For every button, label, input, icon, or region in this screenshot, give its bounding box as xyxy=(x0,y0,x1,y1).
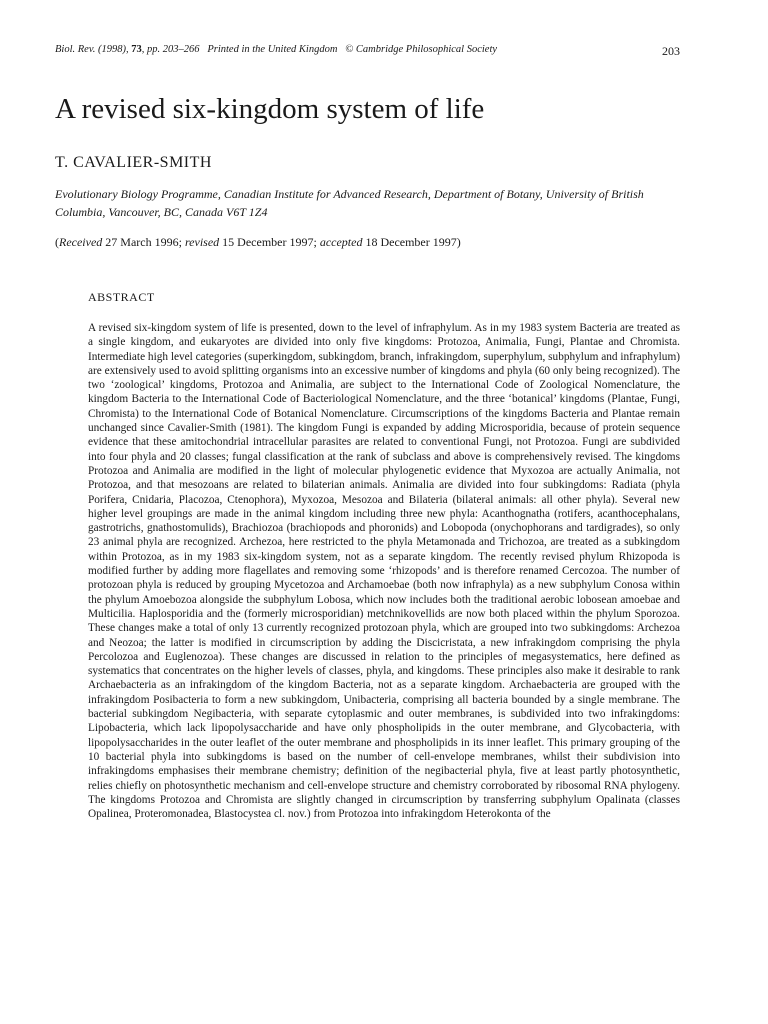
printed-note: Printed in the United Kingdom xyxy=(207,44,338,55)
journal-volume: 73 xyxy=(131,44,142,55)
author-affiliation: Evolutionary Biology Programme, Canadian Institute for Advanced Research, Department of Botany, University of British Columbia, Vancouver, BC, Canada V6T 1Z4 xyxy=(55,187,644,219)
received-date: 27 March 1996; xyxy=(102,235,185,249)
journal-pages: , pp. 203–266 xyxy=(141,44,200,55)
running-header xyxy=(55,44,680,55)
page-number: 203 xyxy=(662,44,680,58)
abstract-text: A revised six-kingdom system of life is presented, down to the level of infraphylum. As in my 1983 system Bacteria are treated as a single kingdom, and eukaryotes are divided into only five kingdoms: Protozoa, Animalia, Fungi, Plantae and Chromista. Intermediate high level categories (superkingdom, subkingdom, branch, infrakingdom, superphylum, subphylum and infraphylum) are extensively used to avoid splitting organisms into an excessive number of kingdoms and phyla (60 only being recognized). The two ‘zoological’ kingdoms, Protozoa and Animalia, are subject to the International Code of Zoological Nomenclature, the kingdom Bacteria to the International Code of Bacteriological Nomenclature, and the three ‘botanical’ kingdoms (Plantae, Fungi, Chromista) to the International Code of Botanical Nomenclature. Circumscriptions of the kingdoms Bacteria and Plantae remain unchanged since Cavalier-Smith (1981). The kingdom Fungi is expanded by adding Microsporidia, because of protein sequence evidence that these amitochondrial intracellular parasites are related to conventional Fungi, not Protozoa. Fungi are subdivided into four phyla and 20 classes; fungal classification at the rank of subclass and above is comprehensively revised. The kingdoms Protozoa and Animalia are modified in the light of molecular phylogenetic evidence that Myxozoa are actually Animalia, not Protozoa, and that mesozoans are related to bilaterian animals. Animalia are divided into four subkingdoms: Radiata (phyla Porifera, Cnidaria, Placozoa, Ctenophora), Myxozoa, Mesozoa and Bilateria (bilateral animals: all other phyla). Several new higher level groupings are made in the animal kingdom including three new phyla: Acanthognatha (rotifers, acanthocephalans, gastrotrichs, gnathostomulids), Brachiozoa (brachiopods and phoronids) and Lobopoda (onychophorans and tardigrades), so only 23 animal phyla are recognized. Archezoa, here restricted to the phyla Metamonada and Trichozoa, are treated as a subkingdom within Protozoa, as in my 1983 six-kingdom system, not as a separate kingdom. The recently revised phylum Rhizopoda is modified further by adding more flagellates and removing some ‘rhizopods’ and is therefore renamed Cercozoa. The number of protozoan phyla is reduced by grouping Mycetozoa and Archamoebae (both now infraphyla) as a new subphylum Conosa within the phylum Amoebozoa alongside the subphylum Lobosa, which now includes both the traditional aerobic lobosean amoebae and Multicilia. Haplosporidia and the (formerly microsporidian) metchnikovellids are now both placed within the phylum Sporozoa. These changes make a total of only 13 currently recognized protozoan phyla, which are grouped into two subkingdoms: Archezoa and Neozoa; the latter is modified in circumscription by adding the Discicristata, a new infrakingdom comprising the phyla Percolozoa and Euglenozoa). These changes are discussed in relation to the principles of megasystematics, here defined as systematics that concentrates on the higher levels of classes, phyla, and kingdoms. These principles also make it desirable to rank Archaebacteria as an infrakingdom of the kingdom Bacteria, not as a separate kingdom. Archaebacteria are grouped with the infrakingdom Posibacteria to form a new subkingdom, Unibacteria, comprising all bacteria bounded by a single membrane. The bacterial subkingdom Negibacteria, with separate cytoplasmic and outer membranes, is subdivided into two infrakingdoms: Lipobacteria, which lack lipopolysaccharide and have only phospholipids in the outer membrane, and Glycobacteria, with lipopolysaccharides in the outer leaflet of the outer membrane and phospholipids in its inner leaflet. This primary grouping of the 10 bacterial phyla into subkingdoms is based on the number of cell-envelope membranes, whilst their subdivision into infrakingdoms emphasises their membrane chemistry; definition of the negibacterial phyla, five at least partly photosynthetic, relies chiefly on photosynthetic mechanism and cell-envelope structure and chemistry corroborated by ribosomal RNA phylogeny. The kingdoms Protozoa and Chromista are slightly changed in circumscription by transferring subphylum Opalinata (classes Opalinea, Proteromonadea, Blastocystea cl. nov.) from Protozoa into infrakingdom Heterokonta of the xyxy=(88,322,680,821)
accepted-label: accepted xyxy=(319,235,363,249)
abstract-heading: ABSTRACT xyxy=(88,290,155,304)
journal-year: (1998), xyxy=(97,44,129,55)
article-title: A revised six-kingdom system of life xyxy=(55,93,485,125)
received-label: Received xyxy=(59,235,103,249)
submission-dates: (Received 27 March 1996; revised 15 December 1997; accepted 18 December 1997) xyxy=(55,235,461,249)
journal-name: Biol. Rev. xyxy=(55,44,96,55)
copyright-note: © Cambridge Philosophical Society xyxy=(345,44,498,55)
author-name: T. CAVALIER-SMITH xyxy=(55,154,212,171)
revised-label: revised xyxy=(184,235,220,249)
accepted-date: 18 December 1997) xyxy=(362,235,461,249)
revised-date: 15 December 1997; xyxy=(219,235,320,249)
